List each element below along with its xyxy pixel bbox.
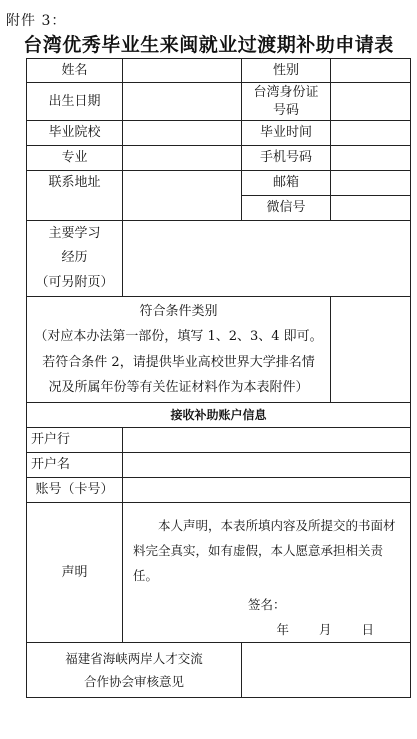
- account-holder-label: 开户名: [27, 453, 123, 478]
- conditions-line-3: 况及所属年份等有关佐证材料作为本表附件）: [48, 379, 309, 395]
- address-value-cell[interactable]: [123, 171, 242, 221]
- name-value-cell[interactable]: [123, 59, 242, 83]
- grad-time-value-cell[interactable]: [331, 121, 411, 146]
- phone-label: 手机号码: [242, 146, 331, 171]
- study-history-label: [27, 221, 123, 297]
- wechat-label: 微信号: [242, 196, 331, 221]
- review-label-line-1: 福建省海峡两岸人才交流: [65, 650, 203, 666]
- bank-label: 开户行: [27, 428, 123, 453]
- conditions-heading: 符合条件类别: [139, 303, 218, 319]
- declaration-label: 声明: [27, 503, 123, 643]
- gender-label: 性别: [242, 59, 331, 83]
- school-value-cell[interactable]: [123, 121, 242, 146]
- review-opinion-label: [27, 643, 242, 698]
- id-number-value-cell[interactable]: [331, 83, 411, 121]
- id-number-label: [242, 83, 331, 121]
- major-value-cell[interactable]: [123, 146, 242, 171]
- declaration-cell: [123, 503, 411, 643]
- gender-value-cell[interactable]: [331, 59, 411, 83]
- conditions-line-1: （对应本办法第一部份，填写 1、2、3、4 即可。: [34, 329, 323, 345]
- declaration-text: 本人声明，本表所填内容及所提交的书面材料完全真实，如有虚假，本人愿意承担相关责任。: [133, 518, 396, 583]
- form-title: 台湾优秀毕业生来闽就业过渡期补助申请表: [23, 34, 394, 56]
- review-label-line-2: 合作协会审核意见: [83, 674, 184, 689]
- email-label: 邮箱: [242, 171, 331, 196]
- study-label-line-1: 主要学习: [48, 226, 101, 242]
- major-label: 专业: [27, 146, 123, 171]
- birth-date-value-cell[interactable]: [123, 83, 242, 121]
- conditions-category-label: [27, 297, 331, 403]
- signature-label: 签名：: [248, 597, 286, 612]
- id-label-line-2: 号码: [272, 102, 299, 118]
- date-label: 年 月 日: [276, 622, 374, 637]
- study-history-value-cell[interactable]: [123, 221, 411, 297]
- wechat-value-cell[interactable]: [331, 196, 411, 221]
- email-value-cell[interactable]: [331, 171, 411, 196]
- name-label: 姓名: [27, 59, 123, 83]
- conditions-value-cell[interactable]: [331, 297, 411, 403]
- review-opinion-value-cell[interactable]: [242, 643, 411, 698]
- birth-date-label: 出生日期: [27, 83, 123, 121]
- id-label-line-1: 台湾身份证: [253, 84, 319, 100]
- grad-time-label: 毕业时间: [242, 121, 331, 146]
- account-number-value-cell[interactable]: [123, 478, 411, 503]
- account-number-label: 账号（卡号）: [27, 478, 123, 503]
- bank-value-cell[interactable]: [123, 428, 411, 453]
- phone-value-cell[interactable]: [331, 146, 411, 171]
- account-info-heading: 接收补助账户信息: [27, 403, 411, 428]
- address-label: 联系地址: [27, 171, 123, 221]
- conditions-line-2: 若符合条件 2，请提供毕业高校世界大学排名情: [42, 354, 315, 370]
- study-label-line-3: （可另附页）: [35, 274, 114, 290]
- study-label-line-2: 经历: [61, 250, 88, 266]
- account-holder-value-cell[interactable]: [123, 453, 411, 478]
- application-form-table: [26, 58, 411, 698]
- school-label: 毕业院校: [27, 121, 123, 146]
- attachment-label: 附件 3：: [6, 13, 67, 29]
